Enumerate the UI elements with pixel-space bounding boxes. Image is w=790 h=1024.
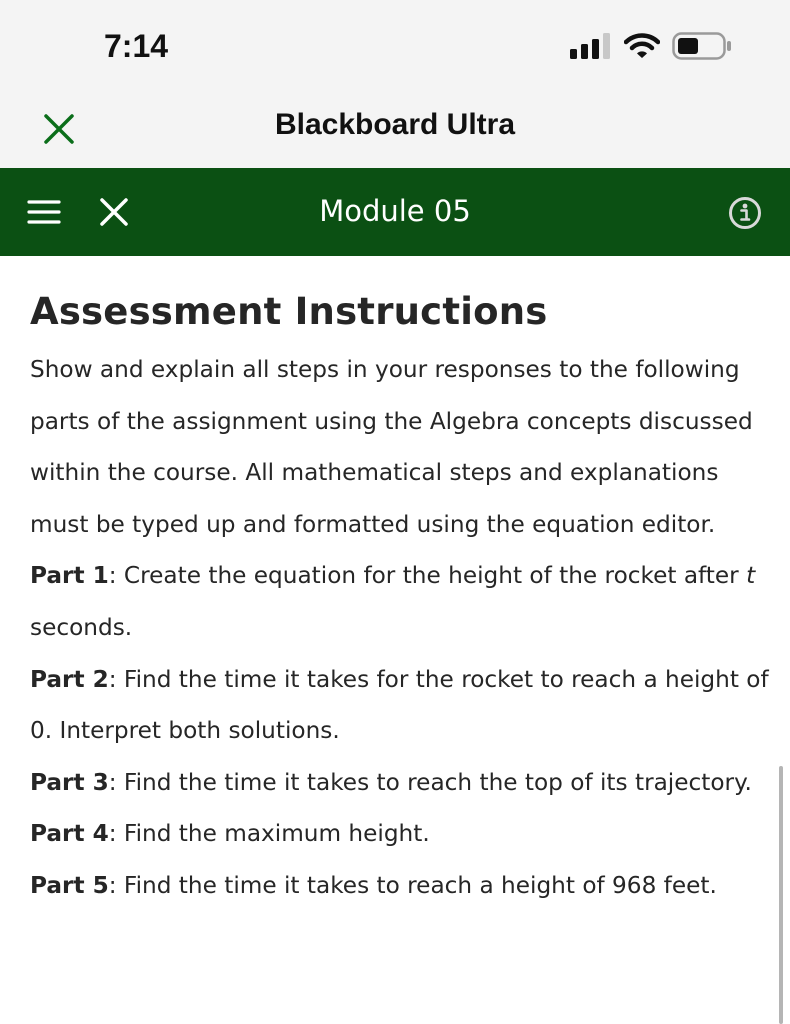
part-text: seconds. xyxy=(30,613,133,641)
module-title: Module 05 xyxy=(319,194,471,228)
part-text: : Find the time it takes to reach a height of 968 feet. xyxy=(108,871,717,899)
module-header-bar xyxy=(0,168,790,256)
instructions-content xyxy=(30,280,770,912)
cellular-signal-icon xyxy=(570,33,612,59)
intro-paragraph: Show and explain all steps in your responses to the following parts of the assignment using the Algebra concepts discussed within the course. All mathematical steps and explanations must be typed up and formatted using the equation editor. xyxy=(30,356,753,538)
part-text: : Find the time it takes for the rocket to reach a height of 0. Interpret both solutions. xyxy=(30,665,769,745)
status-time: 7:14 xyxy=(104,28,169,64)
info-icon[interactable] xyxy=(728,196,762,230)
part-label: Part 4 xyxy=(30,820,109,848)
wifi-icon xyxy=(624,33,660,59)
part-text: : Find the maximum height. xyxy=(108,820,430,848)
title-bar xyxy=(0,90,790,168)
part-text: : Find the time it takes to reach the top of its trajectory. xyxy=(108,768,752,796)
part-label: Part 5 xyxy=(30,871,109,899)
part-item xyxy=(30,654,770,757)
part-label: Part 1 xyxy=(30,562,109,590)
app-title: Blackboard Ultra xyxy=(274,108,516,141)
part-variable: t xyxy=(746,562,756,590)
part-item xyxy=(30,808,770,860)
part-text: : Create the equation for the height of the rocket after xyxy=(108,562,747,590)
status-bar xyxy=(0,0,790,90)
part-label: Part 2 xyxy=(30,665,109,693)
scrollbar[interactable] xyxy=(779,766,783,1024)
status-icons xyxy=(570,32,732,60)
part-label: Part 3 xyxy=(30,768,109,796)
part-item xyxy=(30,860,770,912)
page-heading: Assessment Instructions xyxy=(30,290,548,333)
part-item xyxy=(30,757,770,809)
battery-icon xyxy=(672,32,732,60)
part-item xyxy=(30,550,770,653)
